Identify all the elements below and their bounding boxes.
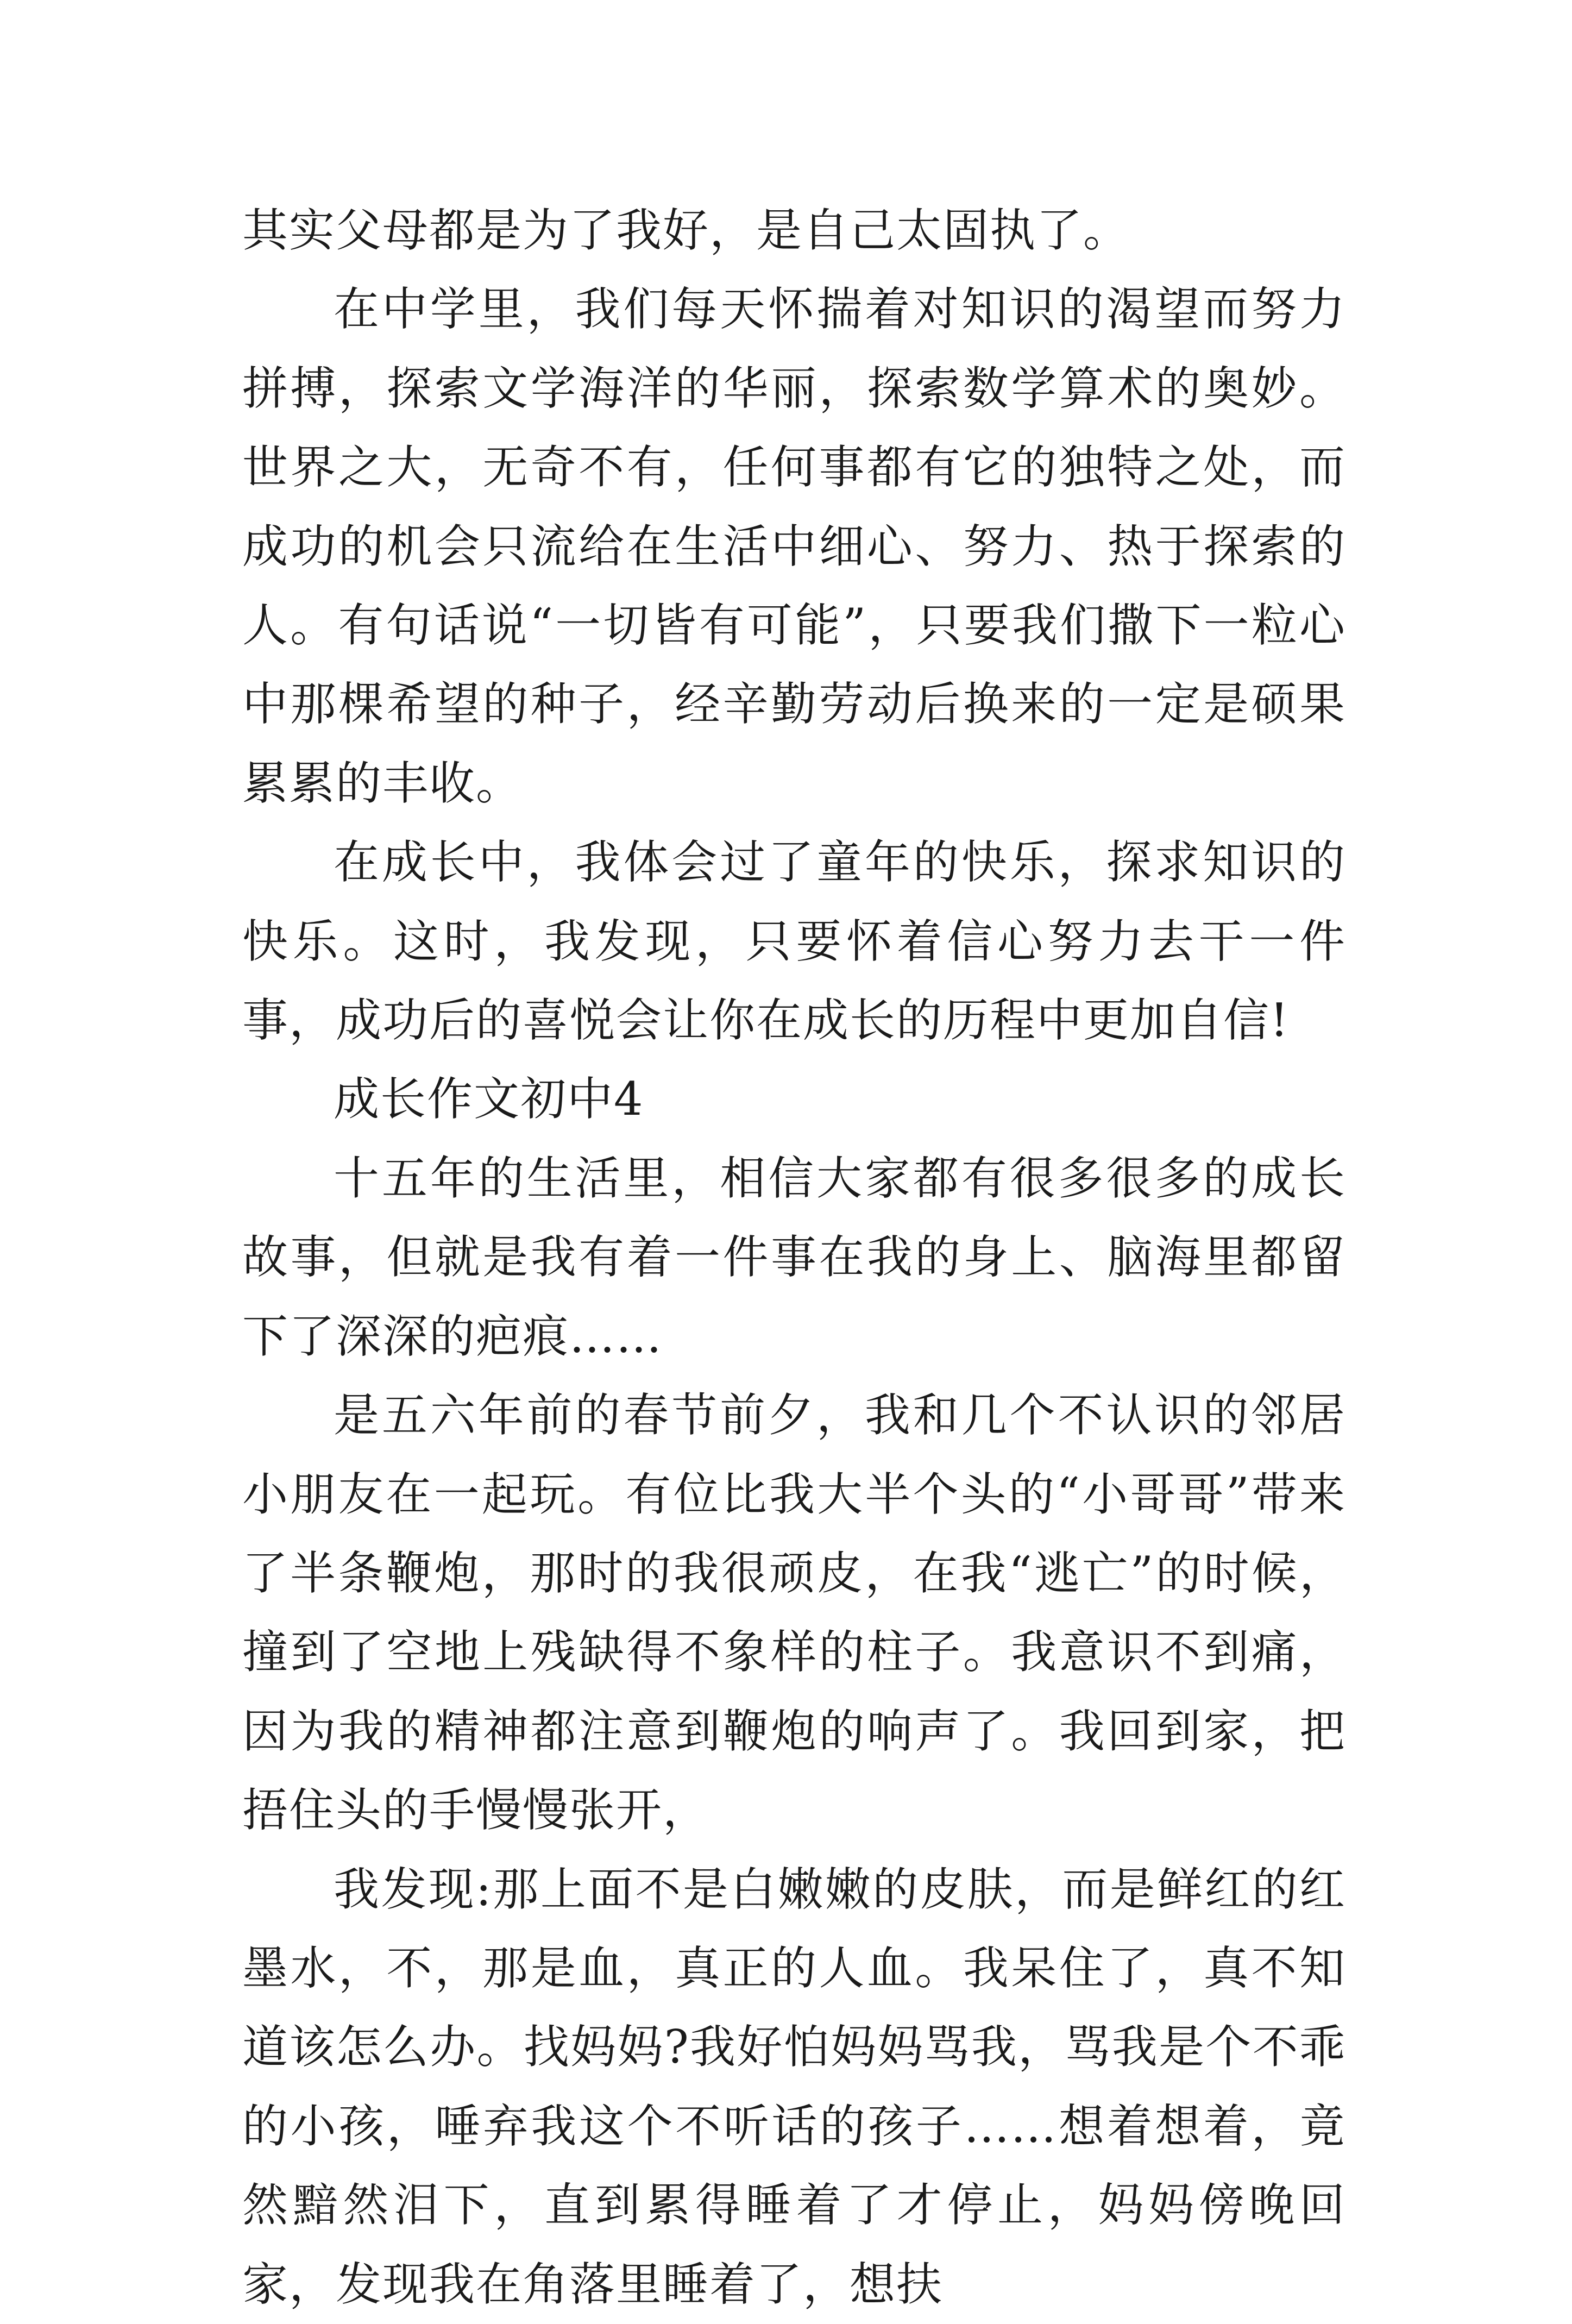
paragraph-7: 我发现:那上面不是白嫩嫩的皮肤，而是鲜红的红墨水，不，那是血，真正的人血。我呆住了，真不知道该怎么办。找妈妈?我好怕妈妈骂我，骂我是个不乖的小孩，唾弃我这个不听话的孩子……想着想着，竟然黯然泪下，直到累得睡着了才停止，妈妈傍晚回家，发现我在角落里睡着了，想扶 bbox=[242, 1862, 1346, 2311]
paragraph-3: 在成长中，我体会过了童年的快乐，探求知识的快乐。这时，我发现，只要怀着信心努力去干一件事，成功后的喜悦会让你在成长的历程中更加自信! bbox=[242, 836, 1346, 1047]
section-heading: 成长作文初中4 bbox=[334, 1072, 644, 1126]
paragraph-2: 在中学里，我们每天怀揣着对知识的渴望而努力拼搏，探索文学海洋的华丽，探索数学算术的奥妙。世界之大，无奇不有，任何事都有它的独特之处，而成功的机会只流给在生活中细心、努力、热于探索的人。有句话说“一切皆有可能”，只要我们撒下一粒心中那棵希望的种子，经辛勤劳动后换来的一定是硕果累累的丰收。 bbox=[242, 282, 1346, 810]
paragraph-5: 十五年的生活里，相信大家都有很多很多的成长故事，但就是我有着一件事在我的身上、脑海里都留下了深深的疤痕…… bbox=[242, 1151, 1346, 1363]
paragraph-1: 其实父母都是为了我好，是自己太固执了。 bbox=[242, 204, 1130, 257]
paragraph-6: 是五六年前的春节前夕，我和几个不认识的邻居小朋友在一起玩。有位比我大半个头的“小哥哥”带来了半条鞭炮，那时的我很顽皮，在我“逃亡”的时候，撞到了空地上残缺得不象样的柱子。我意识不到痛，因为我的精神都注意到鞭炮的响声了。我回到家，把捂住头的手慢慢张开， bbox=[242, 1389, 1346, 1837]
document-body bbox=[242, 191, 1346, 2324]
